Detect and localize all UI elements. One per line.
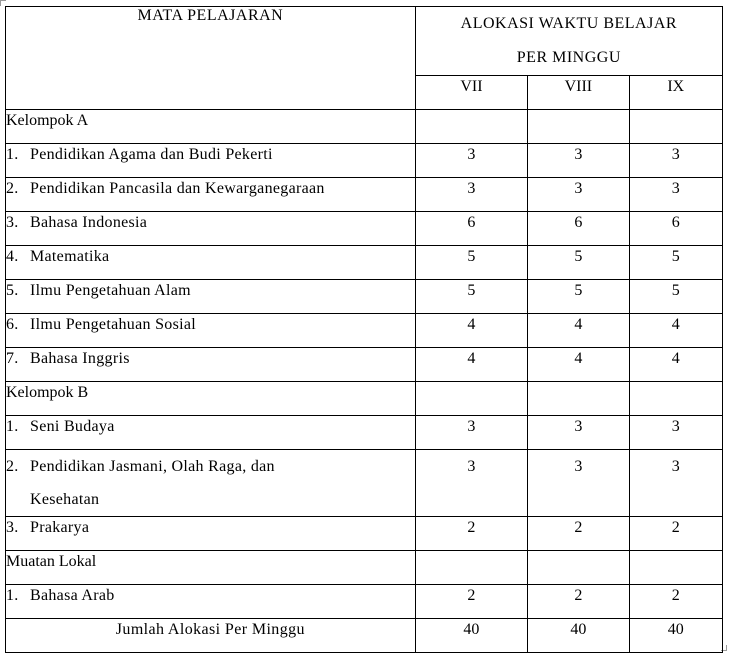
item-number: 3. (6, 214, 19, 231)
value-ix: 3 (629, 416, 722, 450)
table-row (6, 450, 723, 517)
value-viii: 5 (528, 246, 629, 280)
value-vii: 3 (415, 144, 527, 178)
header-row (6, 7, 723, 76)
item-number: 1. (6, 146, 19, 163)
group-row (6, 110, 723, 144)
subject-cell (6, 246, 416, 280)
total-vii: 40 (415, 619, 527, 653)
value-viii: 3 (528, 178, 629, 212)
value-viii: 6 (528, 212, 629, 246)
table-row (6, 178, 723, 212)
value-ix: 6 (629, 212, 722, 246)
group-row (6, 551, 723, 585)
item-number: 3. (6, 519, 19, 536)
value-ix: 3 (629, 450, 722, 517)
table-row (6, 585, 723, 619)
grade-header-vii: VII (415, 76, 527, 110)
total-label: Jumlah Alokasi Per Minggu (6, 619, 416, 653)
value-ix: 3 (629, 144, 722, 178)
subject-cell (6, 450, 416, 517)
allocation-header-line2: PER MINGGU (516, 49, 621, 66)
item-number: 1. (6, 418, 19, 435)
subject-cell (6, 348, 416, 382)
value-vii: 5 (415, 280, 527, 314)
empty-cell (415, 110, 527, 144)
empty-cell (415, 551, 527, 585)
subject-name: Prakarya (30, 519, 90, 536)
curriculum-table (5, 6, 723, 653)
value-vii: 3 (415, 178, 527, 212)
subject-column-header: MATA PELAJARAN (6, 7, 416, 110)
item-number: 4. (6, 248, 19, 265)
value-viii: 2 (528, 585, 629, 619)
value-ix: 5 (629, 280, 722, 314)
allocation-column-header (415, 7, 722, 76)
value-ix: 2 (629, 517, 722, 551)
value-vii: 6 (415, 212, 527, 246)
subject-name: Pendidikan Agama dan Budi Pekerti (30, 146, 273, 163)
table-row (6, 246, 723, 280)
subject-name: Bahasa Indonesia (30, 214, 148, 231)
table-row (6, 416, 723, 450)
value-ix: 3 (629, 178, 722, 212)
empty-cell (528, 382, 629, 416)
grade-header-ix: IX (629, 76, 722, 110)
group-row (6, 382, 723, 416)
value-ix: 4 (629, 314, 722, 348)
item-number: 5. (6, 282, 19, 299)
value-viii: 4 (528, 314, 629, 348)
item-number: 6. (6, 316, 19, 333)
value-viii: 3 (528, 450, 629, 517)
value-vii: 4 (415, 348, 527, 382)
item-number: 2. (6, 458, 19, 475)
subject-name: Pendidikan Pancasila dan Kewarganegaraan (30, 180, 325, 197)
group-label-muatan-lokal: Muatan Lokal (6, 551, 416, 585)
subject-cell (6, 178, 416, 212)
empty-cell (629, 382, 722, 416)
table-row (6, 314, 723, 348)
value-vii: 2 (415, 585, 527, 619)
value-viii: 3 (528, 416, 629, 450)
total-row (6, 619, 723, 653)
item-number: 2. (6, 180, 19, 197)
subject-name: Bahasa Inggris (30, 350, 130, 367)
subject-cell (6, 416, 416, 450)
subject-cell (6, 517, 416, 551)
value-viii: 4 (528, 348, 629, 382)
empty-cell (629, 551, 722, 585)
table-row (6, 348, 723, 382)
value-vii: 2 (415, 517, 527, 551)
empty-cell (528, 551, 629, 585)
table-row (6, 280, 723, 314)
subject-cell (6, 212, 416, 246)
table-row (6, 517, 723, 551)
subject-name: Pendidikan Jasmani, Olah Raga, dan (30, 458, 275, 475)
value-vii: 3 (415, 450, 527, 517)
value-vii: 3 (415, 416, 527, 450)
value-vii: 5 (415, 246, 527, 280)
value-vii: 4 (415, 314, 527, 348)
subject-name: Ilmu Pengetahuan Sosial (30, 316, 196, 333)
table-row (6, 212, 723, 246)
subject-name: Ilmu Pengetahuan Alam (30, 282, 191, 299)
value-viii: 5 (528, 280, 629, 314)
total-ix: 40 (629, 619, 722, 653)
group-label-kelompok-a: Kelompok A (6, 110, 416, 144)
grade-header-viii: VIII (528, 76, 629, 110)
table-row (6, 144, 723, 178)
subject-name-continued: Kesehatan (30, 491, 100, 508)
subject-cell (6, 314, 416, 348)
value-ix: 2 (629, 585, 722, 619)
subject-name: Matematika (30, 248, 110, 265)
item-number: 7. (6, 350, 19, 367)
subject-name: Seni Budaya (30, 418, 115, 435)
value-viii: 2 (528, 517, 629, 551)
subject-cell (6, 585, 416, 619)
total-viii: 40 (528, 619, 629, 653)
allocation-header-line1: ALOKASI WAKTU BELAJAR (460, 15, 678, 32)
empty-cell (528, 110, 629, 144)
value-ix: 5 (629, 246, 722, 280)
subject-name: Bahasa Arab (30, 587, 115, 604)
subject-cell (6, 144, 416, 178)
item-number: 1. (6, 587, 19, 604)
value-viii: 3 (528, 144, 629, 178)
group-label-kelompok-b: Kelompok B (6, 382, 416, 416)
empty-cell (415, 382, 527, 416)
empty-cell (629, 110, 722, 144)
subject-cell (6, 280, 416, 314)
value-ix: 4 (629, 348, 722, 382)
